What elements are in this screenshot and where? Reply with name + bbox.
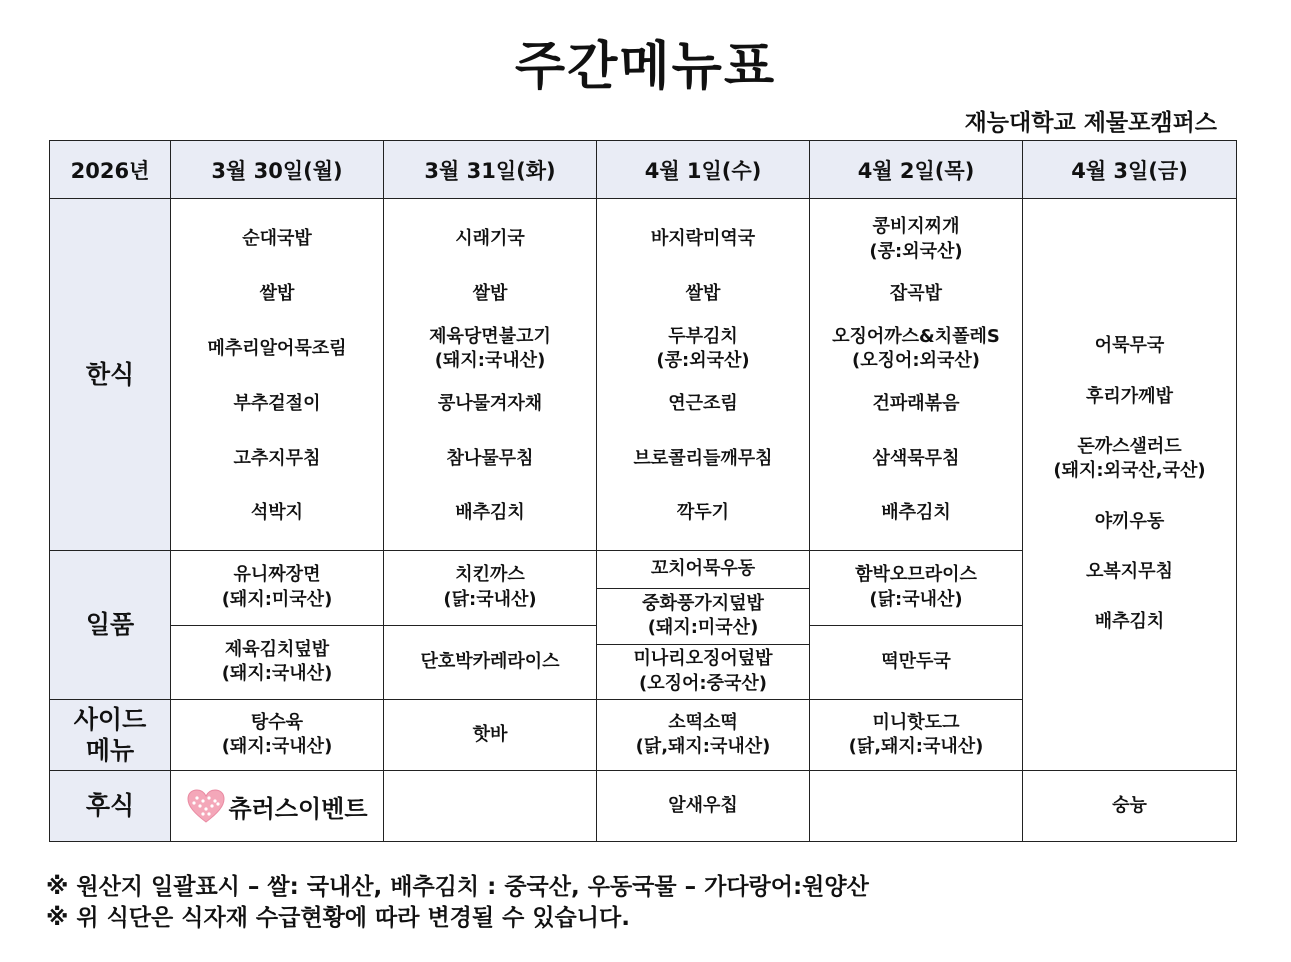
menu-item: 제육당면불고기 (돼지:국내산) bbox=[429, 325, 551, 372]
footnotes bbox=[46, 872, 869, 934]
row-label-dessert: 후식 bbox=[50, 771, 171, 842]
weekly-menu-table bbox=[49, 140, 1237, 842]
row-label-side: 사이드 메뉴 bbox=[50, 700, 171, 771]
menu-item: 유니짜장면 (돼지:미국산) bbox=[171, 551, 383, 626]
change-note: ※ 위 식단은 식자재 수급현황에 따라 변경될 수 있습니다. bbox=[46, 905, 630, 931]
korean-row bbox=[50, 199, 1237, 551]
menu-item: 배추김치 bbox=[455, 502, 525, 524]
day-header-thu: 4월 2일(목) bbox=[810, 141, 1023, 199]
menu-item: 석박지 bbox=[250, 502, 304, 524]
dessert-mon bbox=[171, 771, 384, 842]
menu-item: 돈까스샐러드 (돼지:외국산,국산) bbox=[1053, 436, 1206, 482]
friday-menu bbox=[1023, 199, 1237, 771]
origin-note: ※ 원산지 일괄표시 – 쌀: 국내산, 배추김치 : 중국산, 우동국물 – 가다랑어:원양산 bbox=[46, 874, 869, 900]
page-title: 주간메뉴표 bbox=[514, 37, 777, 97]
dessert-wed: 알새우칩 bbox=[597, 771, 810, 842]
side-wed: 소떡소떡 (닭,돼지:국내산) bbox=[597, 700, 810, 771]
menu-item: 두부김치 (콩:외국산) bbox=[656, 325, 750, 372]
heart-icon bbox=[186, 788, 226, 824]
dessert-thu bbox=[810, 771, 1023, 842]
menu-item: 중화풍가지덮밥 (돼지:미국산) bbox=[597, 589, 809, 644]
menu-item: 건파래볶음 bbox=[872, 392, 960, 414]
korean-tue bbox=[384, 199, 597, 551]
menu-item: 쌀밥 bbox=[472, 283, 508, 305]
menu-item: 제육김치덮밥 (돼지:국내산) bbox=[221, 638, 333, 685]
dessert-tue bbox=[384, 771, 597, 842]
year-header: 2026년 bbox=[50, 141, 171, 199]
menu-item: 오복지무침 bbox=[1086, 560, 1173, 582]
dessert-row bbox=[50, 771, 1237, 842]
menu-item: 미나리오징어덮밥 (오징어:중국산) bbox=[633, 648, 773, 694]
menu-item: 쌀밥 bbox=[685, 283, 721, 305]
menu-item: 깍두기 bbox=[676, 502, 730, 524]
side-tue: 핫바 bbox=[384, 700, 597, 771]
menu-item: 오징어까스&치폴레S (오징어:외국산) bbox=[832, 325, 1000, 372]
side-mon: 탕수육 (돼지:국내산) bbox=[171, 700, 384, 771]
menu-item: 시래기국 bbox=[455, 228, 525, 250]
menu-item: 배추김치 bbox=[1094, 611, 1165, 633]
menu-item: 야끼우동 bbox=[1094, 510, 1165, 532]
menu-item: 치킨까스 (닭:국내산) bbox=[384, 551, 596, 626]
menu-item: 쌀밥 bbox=[259, 283, 295, 305]
menu-item: 메추리알어묵조림 bbox=[207, 337, 347, 359]
side-thu: 미니핫도그 (닭,돼지:국내산) bbox=[810, 700, 1023, 771]
menu-item: 순대국밥 bbox=[242, 228, 312, 250]
korean-thu bbox=[810, 199, 1023, 551]
row-label-korean: 한식 bbox=[50, 199, 171, 551]
dessert-fri: 숭늉 bbox=[1023, 771, 1237, 842]
menu-item: 부추겉절이 bbox=[233, 392, 321, 414]
menu-item: 꼬치어묵우동 bbox=[597, 551, 809, 589]
korean-mon bbox=[171, 199, 384, 551]
day-header-fri: 4월 3일(금) bbox=[1023, 141, 1237, 199]
menu-item: 후리가께밥 bbox=[1086, 385, 1173, 407]
single-wed bbox=[597, 551, 810, 700]
menu-item: 삼색묵무침 bbox=[872, 447, 960, 469]
menu-item: 바지락미역국 bbox=[650, 228, 756, 250]
header-row bbox=[50, 141, 1237, 199]
menu-item: 함박오므라이스 (닭:국내산) bbox=[810, 551, 1022, 626]
menu-item: 떡만두국 bbox=[881, 651, 951, 673]
day-header-tue: 3월 31일(화) bbox=[384, 141, 597, 199]
menu-item: 어묵무국 bbox=[1094, 335, 1165, 357]
menu-item: 연근조림 bbox=[668, 392, 738, 414]
row-label-single: 일품 bbox=[50, 551, 171, 700]
menu-item: 단호박카레라이스 bbox=[420, 651, 560, 673]
menu-item: 배추김치 bbox=[881, 502, 951, 524]
menu-item: 잡곡밥 bbox=[889, 283, 943, 305]
dessert-event-label: 츄러스이벤트 bbox=[228, 794, 368, 823]
day-header-mon: 3월 30일(월) bbox=[171, 141, 384, 199]
single-mon bbox=[171, 551, 384, 700]
korean-wed bbox=[597, 199, 810, 551]
menu-item: 고추지무침 bbox=[233, 447, 321, 469]
single-tue bbox=[384, 551, 597, 700]
day-header-wed: 4월 1일(수) bbox=[597, 141, 810, 199]
menu-item: 브로콜리들깨무침 bbox=[633, 447, 773, 469]
single-thu bbox=[810, 551, 1023, 700]
menu-item: 콩비지찌개 (콩:외국산) bbox=[869, 216, 963, 262]
menu-item: 참나물무침 bbox=[446, 447, 534, 469]
menu-item: 콩나물겨자채 bbox=[437, 392, 543, 414]
campus-name: 재능대학교 제물포캠퍼스 bbox=[964, 110, 1217, 136]
